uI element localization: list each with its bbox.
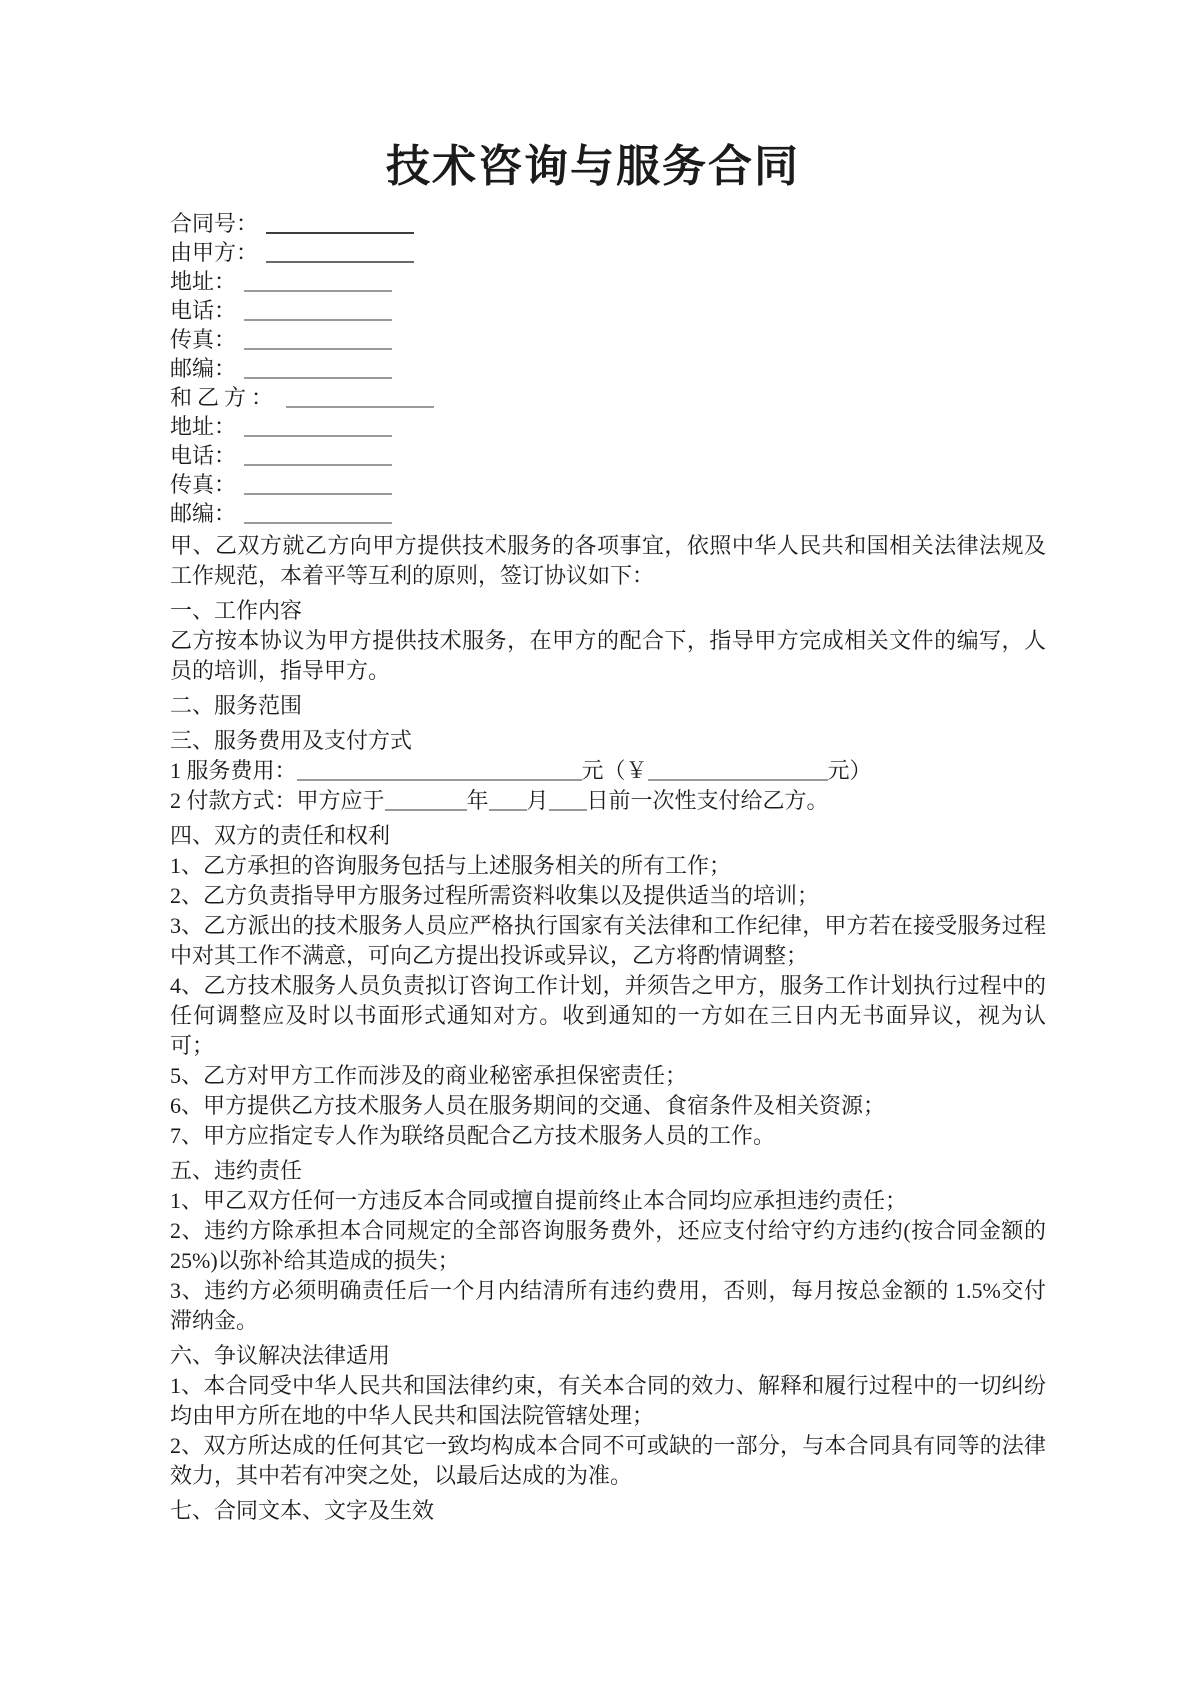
field-row-phone-b — [170, 441, 1046, 470]
field-blank-contract-no[interactable] — [266, 214, 414, 234]
line-text: 月 — [526, 787, 549, 813]
field-label-address-b: 地址： — [170, 413, 237, 439]
field-blank-fax-a[interactable] — [244, 330, 392, 350]
section-heading-19: 六、争议解决法律适用 — [170, 1342, 391, 1368]
line-text: 元） — [827, 757, 872, 783]
document-content — [170, 142, 1046, 1526]
contract-paragraph-16: 1、甲乙双方任何一方违反本合同或擅自提前终止本合同均应承担违约责任； — [170, 1187, 908, 1213]
field-blank-fax-b[interactable] — [244, 475, 392, 495]
field-row-zip-a — [170, 354, 1046, 383]
field-row-party-b — [170, 383, 1046, 412]
inline-blank[interactable] — [489, 791, 527, 811]
field-blank-party-b[interactable] — [286, 388, 434, 408]
contract-paragraph-11: 4、乙方技术服务人员负责拟订咨询工作计划，并须告之甲方，服务工作计划执行过程中的任何调整应及时以书面形式通知对方。收到通知的一方如在三日内无书面异议，视为认可； — [170, 972, 1046, 1058]
page-title: 技术咨询与服务合同 — [386, 142, 800, 191]
line-text: 日前一次性支付给乙方。 — [586, 787, 829, 813]
field-label-contract-no: 合同号： — [170, 210, 259, 236]
payment-method-line — [170, 786, 1046, 816]
contract-paragraph-14: 7、甲方应指定专人作为联络员配合乙方技术服务人员的工作。 — [170, 1122, 776, 1148]
contract-paragraph-0: 甲、乙双方就乙方向甲方提供技术服务的各项事宜，依照中华人民共和国相关法律法规及工作规范，本着平等互利的原则，签订协议如下： — [170, 532, 1046, 588]
field-label-party-b: 和乙方： — [170, 384, 279, 410]
field-blank-party-a[interactable] — [266, 243, 414, 263]
field-blank-address-a[interactable] — [244, 272, 392, 292]
contract-paragraph-12: 5、乙方对甲方工作而涉及的商业秘密承担保密责任； — [170, 1062, 688, 1088]
field-label-fax-b: 传真： — [170, 471, 237, 497]
field-row-fax-a — [170, 325, 1046, 354]
inline-blank[interactable] — [297, 761, 582, 781]
field-blank-zip-a[interactable] — [244, 359, 392, 379]
line-text: 2 付款方式：甲方应于 — [170, 787, 385, 813]
field-label-phone-b: 电话： — [170, 442, 237, 468]
contract-body — [170, 531, 1046, 1526]
header-fields — [170, 209, 1046, 528]
field-row-phone-a — [170, 296, 1046, 325]
field-row-address-b — [170, 412, 1046, 441]
contract-paragraph-20: 1、本合同受中华人民共和国法律约束，有关本合同的效力、解释和履行过程中的一切纠纷均由甲方所在地的中华人民共和国法院管辖处理； — [170, 1372, 1046, 1428]
field-blank-phone-b[interactable] — [244, 446, 392, 466]
field-label-fax-a: 传真： — [170, 326, 237, 352]
contract-paragraph-21: 2、双方所达成的任何其它一致均构成本合同不可或缺的一部分，与本合同具有同等的法律效力，其中若有冲突之处，以最后达成的为准。 — [170, 1432, 1046, 1488]
section-heading-22: 七、合同文本、文字及生效 — [170, 1497, 435, 1523]
field-row-address-a — [170, 267, 1046, 296]
inline-blank[interactable] — [549, 791, 587, 811]
field-blank-zip-b[interactable] — [244, 504, 392, 524]
section-heading-15: 五、违约责任 — [170, 1157, 303, 1183]
contract-paragraph-17: 2、违约方除承担本合同规定的全部咨询服务费外，还应支付给守约方违约(按合同金额的25%)以弥补给其造成的损失； — [170, 1217, 1046, 1273]
section-heading-3: 二、服务范围 — [170, 692, 303, 718]
field-row-contract-no — [170, 209, 1046, 238]
inline-blank[interactable] — [648, 761, 828, 781]
contract-paragraph-18: 3、违约方必须明确责任后一个月内结清所有违约费用，否则，每月按总金额的 1.5%交付滞纳金。 — [170, 1277, 1046, 1333]
field-label-phone-a: 电话： — [170, 297, 237, 323]
line-text: 1 服务费用： — [170, 757, 297, 783]
field-row-zip-b — [170, 499, 1046, 528]
contract-paragraph-10: 3、乙方派出的技术服务人员应严格执行国家有关法律和工作纪律，甲方若在接受服务过程中对其工作不满意，可向乙方提出投诉或异议，乙方将酌情调整； — [170, 912, 1046, 968]
contract-paragraph-13: 6、甲方提供乙方技术服务人员在服务期间的交通、食宿条件及相关资源； — [170, 1092, 886, 1118]
line-text: 元（￥ — [581, 757, 648, 783]
field-row-fax-b — [170, 470, 1046, 499]
line-text: 年 — [466, 787, 489, 813]
field-label-party-a: 由甲方： — [170, 239, 259, 265]
section-heading-7: 四、双方的责任和权利 — [170, 822, 391, 848]
contract-paragraph-8: 1、乙方承担的咨询服务包括与上述服务相关的所有工作； — [170, 852, 732, 878]
field-blank-address-b[interactable] — [244, 417, 392, 437]
field-blank-phone-a[interactable] — [244, 301, 392, 321]
field-label-address-a: 地址： — [170, 268, 237, 294]
inline-blank[interactable] — [385, 791, 467, 811]
field-label-zip-b: 邮编： — [170, 500, 237, 526]
field-row-party-a — [170, 238, 1046, 267]
section-heading-4: 三、服务费用及支付方式 — [170, 727, 413, 753]
contract-paragraph-9: 2、乙方负责指导甲方服务过程所需资料收集以及提供适当的培训； — [170, 882, 820, 908]
contract-paragraph-2: 乙方按本协议为甲方提供技术服务，在甲方的配合下，指导甲方完成相关文件的编写，人员的培训，指导甲方。 — [170, 627, 1046, 683]
field-label-zip-a: 邮编： — [170, 355, 237, 381]
service-fee-line — [170, 756, 1046, 786]
section-heading-1: 一、工作内容 — [170, 597, 303, 623]
